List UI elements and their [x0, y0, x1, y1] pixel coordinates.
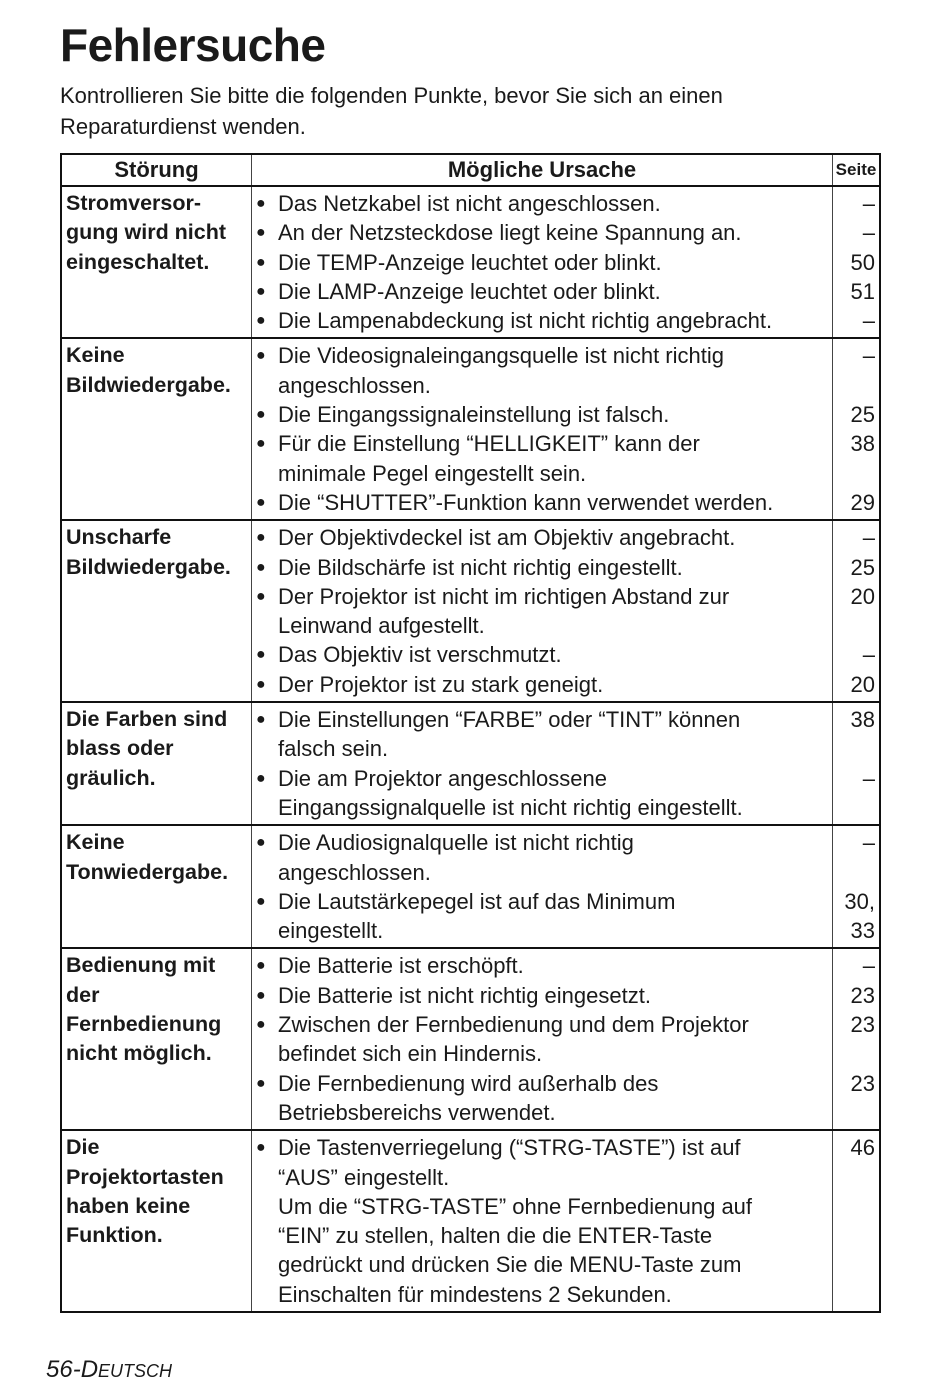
- cause-item: [256, 1010, 828, 1039]
- page-reference: 33: [850, 918, 875, 944]
- cause-note: “EIN” zu stellen, halten die die ENTER-Taste: [278, 1223, 713, 1249]
- bullet-icon: ●: [256, 558, 266, 576]
- cause-item: [256, 951, 828, 980]
- problem-cell: Unscharfe Bildwiedergabe.: [61, 520, 252, 702]
- bullet-icon: ●: [256, 253, 266, 271]
- cause-item: [256, 981, 828, 1010]
- table-row: [61, 186, 880, 338]
- page-reference: –: [862, 830, 875, 856]
- bullet-icon: ●: [256, 312, 266, 330]
- cause-text: Die Fernbedienung wird außerhalb des: [278, 1070, 659, 1096]
- page-spacer: [837, 1280, 875, 1309]
- cause-item: [256, 1133, 828, 1162]
- troubleshooting-table: [60, 153, 881, 1313]
- page-reference: 25: [850, 402, 875, 428]
- bullet-icon: ●: [256, 646, 266, 664]
- page-spacer: [837, 1192, 875, 1221]
- cause-continuation: befindet sich ein Hindernis.: [278, 1041, 543, 1067]
- table-row: [61, 702, 880, 825]
- causes-cell: [252, 520, 833, 702]
- cause-item: [256, 306, 828, 335]
- page-cell: [833, 338, 881, 520]
- cause-item: [256, 218, 828, 247]
- bullet-icon: ●: [256, 1016, 266, 1034]
- causes-cell: [252, 338, 833, 520]
- page-reference: 20: [850, 583, 875, 609]
- cause-item: [256, 582, 828, 611]
- page-cell: [833, 702, 881, 825]
- causes-cell: [252, 1130, 833, 1312]
- cause-text: An der Netzsteckdose liegt keine Spannung an.: [278, 220, 742, 246]
- page-spacer: [837, 793, 875, 822]
- table-row: [61, 948, 880, 1130]
- cause-note: Um die “STRG-TASTE” ohne Fernbedienung auf: [278, 1193, 753, 1219]
- problem-cell: Die Farben sind blass oder gräulich.: [61, 702, 252, 825]
- page-reference: –: [862, 343, 875, 369]
- cause-continuation: angeschlossen.: [278, 859, 431, 885]
- cause-item: [256, 400, 828, 429]
- page-reference: 51: [850, 278, 875, 304]
- page-spacer: [837, 1250, 875, 1279]
- page-cell: [833, 520, 881, 702]
- cause-text: Die Bildschärfe ist nicht richtig eingestellt.: [278, 554, 683, 580]
- cause-item: [256, 764, 828, 793]
- cause-item: [256, 887, 828, 916]
- problem-cell: Keine Bildwiedergabe.: [61, 338, 252, 520]
- cause-text: Die “SHUTTER”-Funktion kann verwendet werden.: [278, 489, 774, 515]
- causes-cell: [252, 948, 833, 1130]
- bullet-icon: ●: [256, 435, 266, 453]
- cause-item: [256, 523, 828, 552]
- cause-text: Die LAMP-Anzeige leuchtet oder blinkt.: [278, 278, 661, 304]
- page-reference: 38: [850, 707, 875, 733]
- table-header-row: [61, 154, 880, 186]
- cause-item: [256, 828, 828, 857]
- cause-text: Die Lautstärkepegel ist auf das Minimum: [278, 888, 676, 914]
- cause-continuation: falsch sein.: [278, 736, 389, 762]
- page-reference: 38: [850, 431, 875, 457]
- bullet-icon: ●: [256, 347, 266, 365]
- bullet-icon: ●: [256, 1139, 266, 1157]
- cause-text: Das Objektiv ist verschmutzt.: [278, 642, 562, 668]
- problem-cell: Keine Tonwiedergabe.: [61, 825, 252, 948]
- page-spacer: [837, 1221, 875, 1250]
- cause-item: [256, 553, 828, 582]
- bullet-icon: ●: [256, 892, 266, 910]
- page-reference: 50: [850, 249, 875, 275]
- page-cell: [833, 825, 881, 948]
- page-reference: –: [862, 308, 875, 334]
- table-row: [61, 1130, 880, 1312]
- cause-text: Die Einstellungen “FARBE” oder “TINT” können: [278, 707, 741, 733]
- cause-text: Die Audiosignalquelle ist nicht richtig: [278, 830, 634, 856]
- page-reference: –: [862, 525, 875, 551]
- cause-continuation: minimale Pegel eingestellt sein.: [278, 460, 587, 486]
- bullet-icon: ●: [256, 834, 266, 852]
- page-cell: [833, 186, 881, 338]
- cause-item: [256, 248, 828, 277]
- page-reference: 20: [850, 671, 875, 697]
- header-cause: Mögliche Ursache: [252, 154, 833, 186]
- causes-cell: [252, 825, 833, 948]
- page-spacer: [837, 459, 875, 488]
- cause-item: [256, 429, 828, 458]
- page-reference: –: [862, 953, 875, 979]
- bullet-icon: ●: [256, 406, 266, 424]
- cause-continuation: Leinwand aufgestellt.: [278, 613, 485, 639]
- cause-item: [256, 488, 828, 517]
- page-reference: 46: [850, 1135, 875, 1161]
- bullet-icon: ●: [256, 986, 266, 1004]
- cause-item: [256, 341, 828, 370]
- page-reference: 23: [850, 1070, 875, 1096]
- page-reference: 29: [850, 489, 875, 515]
- page-spacer: [837, 1039, 875, 1068]
- cause-continuation: Eingangssignalquelle ist nicht richtig eingestellt.: [278, 794, 743, 820]
- cause-continuation: Betriebsbereichs verwendet.: [278, 1099, 556, 1125]
- bullet-icon: ●: [256, 957, 266, 975]
- page-spacer: [837, 1163, 875, 1192]
- cause-note: Einschalten für mindestens 2 Sekunden.: [278, 1281, 672, 1307]
- table-body: [61, 186, 880, 1312]
- page-reference: –: [862, 191, 875, 216]
- bullet-icon: ●: [256, 675, 266, 693]
- cause-item: [256, 277, 828, 306]
- cause-text: Die Lampenabdeckung ist nicht richtig angebracht.: [278, 308, 773, 334]
- cause-note: gedrückt und drücken Sie die MENU-Taste zum: [278, 1252, 742, 1278]
- cause-text: Die Tastenverriegelung (“STRG-TASTE”) ist auf: [278, 1135, 741, 1161]
- cause-text: Die Videosignaleingangsquelle ist nicht richtig: [278, 343, 724, 369]
- cause-item: [256, 640, 828, 669]
- cause-text: Das Netzkabel ist nicht angeschlossen.: [278, 191, 661, 216]
- table-row: [61, 520, 880, 702]
- page-cell: [833, 1130, 881, 1312]
- cause-continuation: “AUS” eingestellt.: [278, 1164, 450, 1190]
- cause-text: Der Objektivdeckel ist am Objektiv angebracht.: [278, 525, 736, 551]
- page-spacer: [837, 858, 875, 887]
- page-footer: [46, 1356, 172, 1384]
- page-reference: 25: [850, 554, 875, 580]
- bullet-icon: ●: [256, 1074, 266, 1092]
- bullet-icon: ●: [256, 711, 266, 729]
- bullet-icon: ●: [256, 195, 266, 212]
- cause-text: Für die Einstellung “HELLIGKEIT” kann der: [278, 431, 700, 457]
- page-reference: –: [862, 765, 875, 791]
- cause-item: [256, 705, 828, 734]
- page-reference: 23: [850, 982, 875, 1008]
- causes-cell: [252, 186, 833, 338]
- cause-item: [256, 670, 828, 699]
- table-row: [61, 825, 880, 948]
- page-spacer: [837, 371, 875, 400]
- problem-cell: Stromversor-gung wird nicht eingeschaltet.: [61, 186, 252, 338]
- causes-cell: [252, 702, 833, 825]
- page-spacer: [837, 611, 875, 640]
- page-cell: [833, 948, 881, 1130]
- bullet-icon: ●: [256, 282, 266, 300]
- page-reference: –: [862, 220, 875, 246]
- problem-cell: Bedienung mit der Fernbedienung nicht möglich.: [61, 948, 252, 1130]
- cause-text: Die am Projektor angeschlossene: [278, 765, 607, 791]
- header-problem: Störung: [61, 154, 252, 186]
- cause-text: Der Projektor ist zu stark geneigt.: [278, 671, 604, 697]
- cause-continuation: angeschlossen.: [278, 372, 431, 398]
- page-reference: 30,: [844, 888, 875, 914]
- cause-continuation: eingestellt.: [278, 918, 384, 944]
- page-title: Fehlersuche: [60, 19, 326, 71]
- bullet-icon: ●: [256, 587, 266, 605]
- footer-page-number: 56-: [46, 1356, 81, 1383]
- page-spacer: [837, 734, 875, 763]
- header-page: Seite: [833, 154, 881, 186]
- table-row: [61, 338, 880, 520]
- cause-text: Zwischen der Fernbedienung und dem Projektor: [278, 1012, 749, 1038]
- page-reference: 23: [850, 1012, 875, 1038]
- bullet-icon: ●: [256, 224, 266, 242]
- page-reference: –: [862, 642, 875, 668]
- footer-language-rest: EUTSCH: [98, 1361, 173, 1381]
- cause-text: Der Projektor ist nicht im richtigen Abstand zur: [278, 583, 730, 609]
- bullet-icon: ●: [256, 529, 266, 547]
- page-spacer: [837, 1098, 875, 1127]
- problem-cell: Die Projektortasten haben keine Funktion.: [61, 1130, 252, 1312]
- intro-text: Kontrollieren Sie bitte die folgenden Punkte, bevor Sie sich an einen Reparaturdienst wenden.: [60, 83, 723, 139]
- cause-text: Die Batterie ist erschöpft.: [278, 953, 524, 979]
- cause-text: Die Eingangssignaleinstellung ist falsch.: [278, 402, 670, 428]
- cause-text: Die TEMP-Anzeige leuchtet oder blinkt.: [278, 249, 662, 275]
- bullet-icon: ●: [256, 493, 266, 511]
- cause-item: [256, 1069, 828, 1098]
- cause-item: [256, 189, 828, 218]
- bullet-icon: ●: [256, 769, 266, 787]
- footer-language-initial: D: [80, 1356, 99, 1383]
- cause-text: Die Batterie ist nicht richtig eingesetzt.: [278, 982, 651, 1008]
